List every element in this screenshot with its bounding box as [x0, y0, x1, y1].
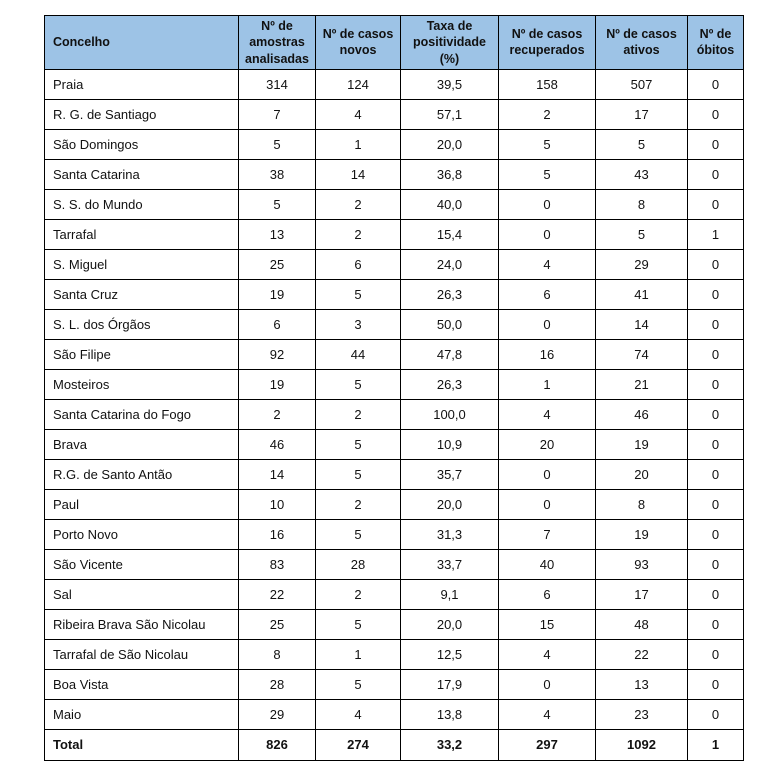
total-taxa-cell: 33,2: [401, 729, 499, 760]
concelho-cell: Mosteiros: [45, 369, 239, 399]
obitos-cell: 0: [688, 609, 744, 639]
amostras-cell: 29: [239, 699, 316, 729]
amostras-cell: 5: [239, 189, 316, 219]
total-amostras-cell: 826: [239, 729, 316, 760]
ativos-cell: 13: [596, 669, 688, 699]
obitos-cell: 0: [688, 669, 744, 699]
table-row: [45, 399, 744, 429]
ativos-cell: 5: [596, 219, 688, 249]
recuperados-cell: 0: [499, 669, 596, 699]
table-row: [45, 549, 744, 579]
concelho-cell: S. Miguel: [45, 249, 239, 279]
novos-cell: 5: [316, 429, 401, 459]
novos-cell: 5: [316, 459, 401, 489]
amostras-cell: 25: [239, 609, 316, 639]
amostras-cell: 314: [239, 69, 316, 99]
obitos-cell: 0: [688, 159, 744, 189]
recuperados-cell: 6: [499, 579, 596, 609]
table-row: [45, 189, 744, 219]
ativos-cell: 93: [596, 549, 688, 579]
amostras-cell: 8: [239, 639, 316, 669]
novos-cell: 6: [316, 249, 401, 279]
concelho-cell: São Filipe: [45, 339, 239, 369]
novos-cell: 5: [316, 669, 401, 699]
taxa-cell: 36,8: [401, 159, 499, 189]
ativos-cell: 22: [596, 639, 688, 669]
obitos-cell: 0: [688, 549, 744, 579]
concelho-cell: Brava: [45, 429, 239, 459]
concelho-cell: S. L. dos Órgãos: [45, 309, 239, 339]
obitos-cell: 0: [688, 399, 744, 429]
amostras-cell: 38: [239, 159, 316, 189]
amostras-cell: 28: [239, 669, 316, 699]
recuperados-cell: 16: [499, 339, 596, 369]
recuperados-cell: 158: [499, 69, 596, 99]
obitos-cell: 0: [688, 519, 744, 549]
novos-cell: 44: [316, 339, 401, 369]
concelho-table: [44, 15, 744, 761]
amostras-cell: 22: [239, 579, 316, 609]
amostras-cell: 6: [239, 309, 316, 339]
table-row: [45, 429, 744, 459]
taxa-cell: 20,0: [401, 129, 499, 159]
obitos-cell: 0: [688, 69, 744, 99]
novos-cell: 28: [316, 549, 401, 579]
concelho-cell: Santa Cruz: [45, 279, 239, 309]
table-row: [45, 519, 744, 549]
taxa-cell: 39,5: [401, 69, 499, 99]
ativos-cell: 74: [596, 339, 688, 369]
concelho-cell: Tarrafal: [45, 219, 239, 249]
obitos-cell: 0: [688, 99, 744, 129]
ativos-cell: 41: [596, 279, 688, 309]
concelho-cell: Santa Catarina: [45, 159, 239, 189]
novos-cell: 5: [316, 279, 401, 309]
column-header-recuperados: Nº de casos recuperados: [499, 16, 596, 70]
taxa-cell: 12,5: [401, 639, 499, 669]
obitos-cell: 0: [688, 579, 744, 609]
obitos-cell: 0: [688, 489, 744, 519]
novos-cell: 1: [316, 639, 401, 669]
concelho-table-container: [44, 15, 744, 761]
ativos-cell: 507: [596, 69, 688, 99]
concelho-cell: Porto Novo: [45, 519, 239, 549]
recuperados-cell: 2: [499, 99, 596, 129]
column-header-obitos: Nº de óbitos: [688, 16, 744, 70]
amostras-cell: 83: [239, 549, 316, 579]
table-row: [45, 129, 744, 159]
total-obitos-cell: 1: [688, 729, 744, 760]
column-header-novos: Nº de casos novos: [316, 16, 401, 70]
recuperados-cell: 0: [499, 309, 596, 339]
novos-cell: 2: [316, 189, 401, 219]
amostras-cell: 13: [239, 219, 316, 249]
table-row: [45, 339, 744, 369]
taxa-cell: 35,7: [401, 459, 499, 489]
amostras-cell: 5: [239, 129, 316, 159]
table-header: [45, 16, 744, 70]
recuperados-cell: 4: [499, 639, 596, 669]
concelho-cell: S. S. do Mundo: [45, 189, 239, 219]
ativos-cell: 29: [596, 249, 688, 279]
taxa-cell: 40,0: [401, 189, 499, 219]
concelho-cell: R. G. de Santiago: [45, 99, 239, 129]
ativos-cell: 19: [596, 519, 688, 549]
table-row: [45, 669, 744, 699]
table-row: [45, 579, 744, 609]
total-recuperados-cell: 297: [499, 729, 596, 760]
recuperados-cell: 4: [499, 399, 596, 429]
amostras-cell: 14: [239, 459, 316, 489]
novos-cell: 2: [316, 579, 401, 609]
recuperados-cell: 1: [499, 369, 596, 399]
amostras-cell: 2: [239, 399, 316, 429]
obitos-cell: 0: [688, 309, 744, 339]
recuperados-cell: 40: [499, 549, 596, 579]
taxa-cell: 13,8: [401, 699, 499, 729]
taxa-cell: 100,0: [401, 399, 499, 429]
concelho-cell: Tarrafal de São Nicolau: [45, 639, 239, 669]
taxa-cell: 24,0: [401, 249, 499, 279]
concelho-cell: Ribeira Brava São Nicolau: [45, 609, 239, 639]
total-concelho-cell: Total: [45, 729, 239, 760]
concelho-cell: Boa Vista: [45, 669, 239, 699]
column-header-amostras: Nº de amostras analisadas: [239, 16, 316, 70]
ativos-cell: 8: [596, 489, 688, 519]
obitos-cell: 0: [688, 369, 744, 399]
obitos-cell: 0: [688, 129, 744, 159]
taxa-cell: 57,1: [401, 99, 499, 129]
ativos-cell: 5: [596, 129, 688, 159]
recuperados-cell: 0: [499, 219, 596, 249]
ativos-cell: 46: [596, 399, 688, 429]
table-row: [45, 369, 744, 399]
obitos-cell: 0: [688, 429, 744, 459]
recuperados-cell: 0: [499, 189, 596, 219]
obitos-cell: 0: [688, 699, 744, 729]
table-row: [45, 489, 744, 519]
table-body: [45, 69, 744, 760]
recuperados-cell: 0: [499, 489, 596, 519]
concelho-cell: Praia: [45, 69, 239, 99]
table-row: [45, 99, 744, 129]
ativos-cell: 14: [596, 309, 688, 339]
novos-cell: 5: [316, 519, 401, 549]
amostras-cell: 25: [239, 249, 316, 279]
taxa-cell: 10,9: [401, 429, 499, 459]
table-row: [45, 699, 744, 729]
total-novos-cell: 274: [316, 729, 401, 760]
taxa-cell: 50,0: [401, 309, 499, 339]
table-row: [45, 249, 744, 279]
taxa-cell: 26,3: [401, 369, 499, 399]
total-row: [45, 729, 744, 760]
novos-cell: 2: [316, 489, 401, 519]
taxa-cell: 47,8: [401, 339, 499, 369]
amostras-cell: 10: [239, 489, 316, 519]
concelho-cell: Sal: [45, 579, 239, 609]
amostras-cell: 19: [239, 369, 316, 399]
obitos-cell: 0: [688, 189, 744, 219]
recuperados-cell: 4: [499, 249, 596, 279]
ativos-cell: 43: [596, 159, 688, 189]
amostras-cell: 92: [239, 339, 316, 369]
taxa-cell: 15,4: [401, 219, 499, 249]
taxa-cell: 9,1: [401, 579, 499, 609]
novos-cell: 2: [316, 399, 401, 429]
novos-cell: 14: [316, 159, 401, 189]
taxa-cell: 31,3: [401, 519, 499, 549]
novos-cell: 4: [316, 99, 401, 129]
taxa-cell: 26,3: [401, 279, 499, 309]
table-row: [45, 639, 744, 669]
ativos-cell: 17: [596, 579, 688, 609]
amostras-cell: 7: [239, 99, 316, 129]
concelho-cell: Paul: [45, 489, 239, 519]
recuperados-cell: 5: [499, 129, 596, 159]
recuperados-cell: 6: [499, 279, 596, 309]
novos-cell: 2: [316, 219, 401, 249]
recuperados-cell: 15: [499, 609, 596, 639]
concelho-cell: R.G. de Santo Antão: [45, 459, 239, 489]
recuperados-cell: 20: [499, 429, 596, 459]
recuperados-cell: 7: [499, 519, 596, 549]
table-row: [45, 219, 744, 249]
taxa-cell: 17,9: [401, 669, 499, 699]
total-ativos-cell: 1092: [596, 729, 688, 760]
table-row: [45, 309, 744, 339]
concelho-cell: Maio: [45, 699, 239, 729]
ativos-cell: 17: [596, 99, 688, 129]
recuperados-cell: 0: [499, 459, 596, 489]
novos-cell: 4: [316, 699, 401, 729]
concelho-cell: São Domingos: [45, 129, 239, 159]
header-row: [45, 16, 744, 70]
taxa-cell: 20,0: [401, 609, 499, 639]
novos-cell: 5: [316, 609, 401, 639]
column-header-concelho: Concelho: [45, 16, 239, 70]
amostras-cell: 46: [239, 429, 316, 459]
ativos-cell: 21: [596, 369, 688, 399]
table-row: [45, 609, 744, 639]
novos-cell: 1: [316, 129, 401, 159]
taxa-cell: 33,7: [401, 549, 499, 579]
ativos-cell: 48: [596, 609, 688, 639]
amostras-cell: 16: [239, 519, 316, 549]
table-row: [45, 69, 744, 99]
ativos-cell: 8: [596, 189, 688, 219]
novos-cell: 5: [316, 369, 401, 399]
table-row: [45, 279, 744, 309]
obitos-cell: 0: [688, 459, 744, 489]
column-header-ativos: Nº de casos ativos: [596, 16, 688, 70]
column-header-taxa: Taxa de positividade (%): [401, 16, 499, 70]
obitos-cell: 0: [688, 639, 744, 669]
obitos-cell: 0: [688, 279, 744, 309]
novos-cell: 3: [316, 309, 401, 339]
table-row: [45, 459, 744, 489]
table-row: [45, 159, 744, 189]
amostras-cell: 19: [239, 279, 316, 309]
concelho-cell: São Vicente: [45, 549, 239, 579]
ativos-cell: 19: [596, 429, 688, 459]
recuperados-cell: 4: [499, 699, 596, 729]
novos-cell: 124: [316, 69, 401, 99]
ativos-cell: 23: [596, 699, 688, 729]
taxa-cell: 20,0: [401, 489, 499, 519]
concelho-cell: Santa Catarina do Fogo: [45, 399, 239, 429]
obitos-cell: 1: [688, 219, 744, 249]
obitos-cell: 0: [688, 339, 744, 369]
ativos-cell: 20: [596, 459, 688, 489]
recuperados-cell: 5: [499, 159, 596, 189]
obitos-cell: 0: [688, 249, 744, 279]
